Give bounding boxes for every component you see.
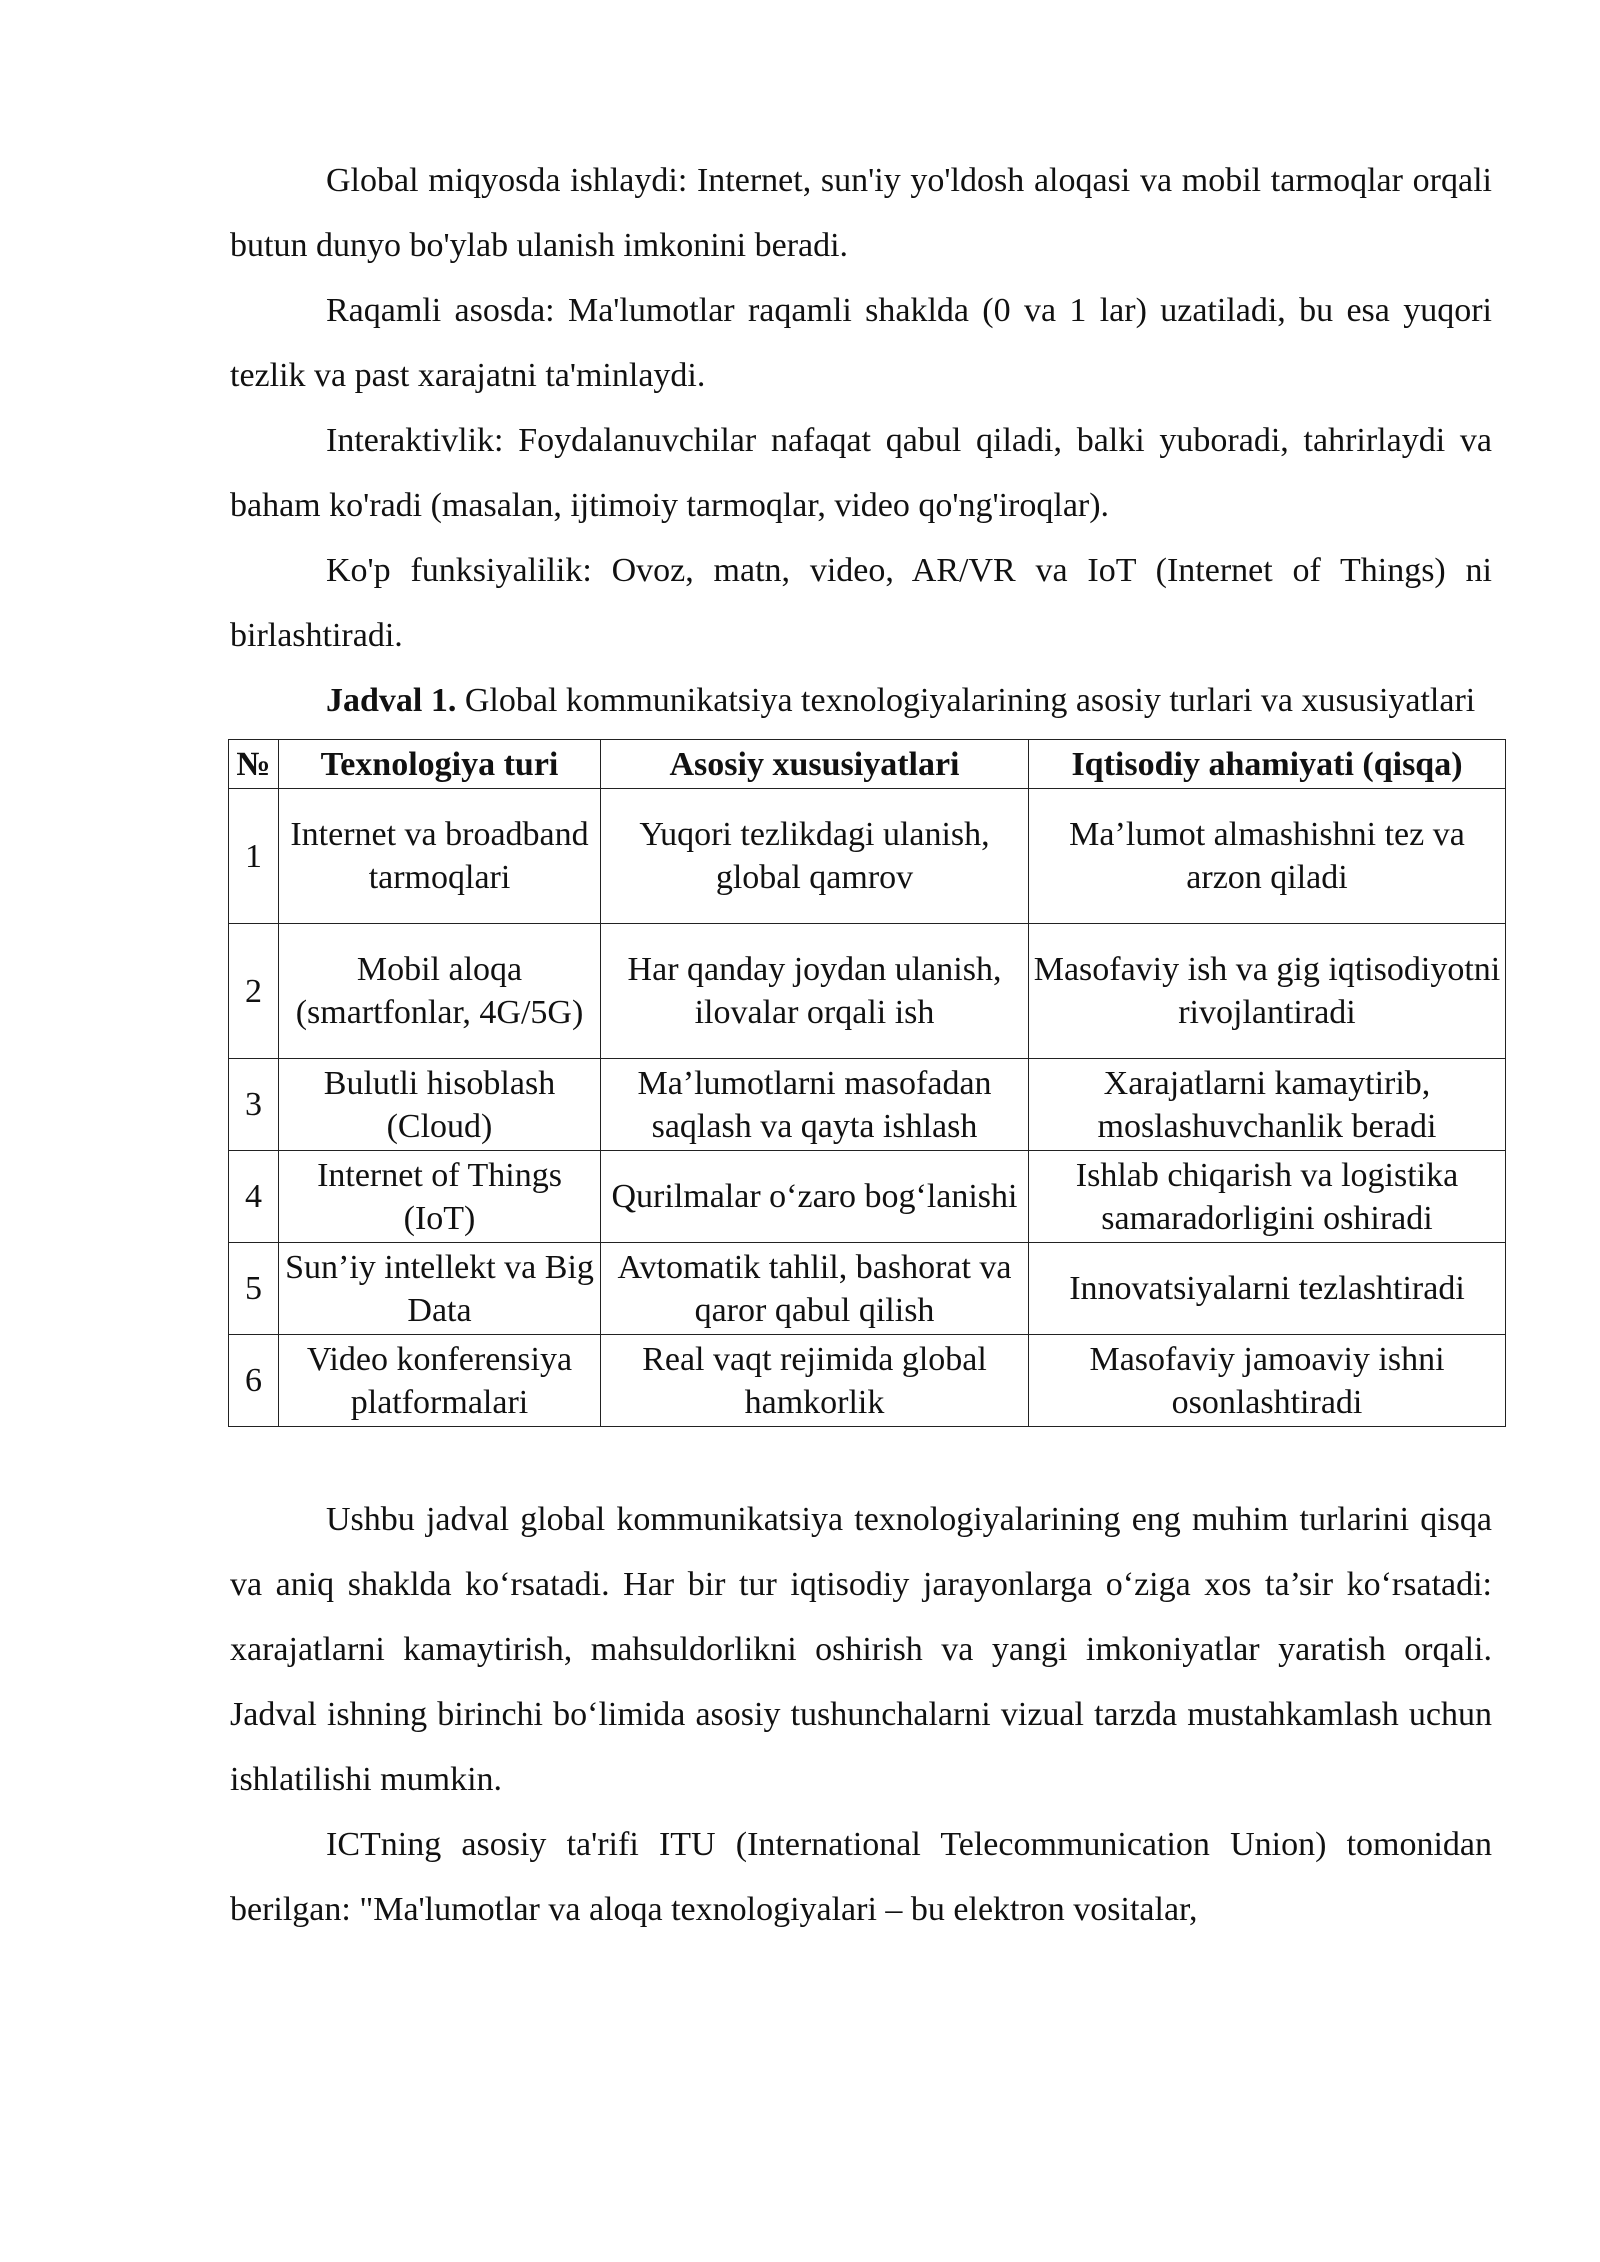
cell-number: 3	[229, 1059, 279, 1151]
table-caption-text: Global kommunikatsiya texnologiyalarining asosiy turlari va xususiyatlari	[456, 682, 1476, 719]
table-row	[229, 1243, 1506, 1335]
cell-economic-importance: Masofaviy ish va gig iqtisodiyotni rivojlantiradi	[1029, 924, 1506, 1059]
header-economic-importance: Iqtisodiy ahamiyati (qisqa)	[1029, 740, 1506, 789]
cell-main-features: Ma’lumotlarni masofadan saqlash va qayta ishlash	[601, 1059, 1029, 1151]
table-row	[229, 1151, 1506, 1243]
cell-economic-importance: Xarajatlarni kamaytirib, moslashuvchanlik beradi	[1029, 1059, 1506, 1151]
paragraph-ict-definition: ICTning asosiy ta'rifi ITU (International Telecommunication Union) tomonidan berilgan: "Ma'lumotlar va aloqa texnologiyalari – bu elektron vositalar,	[230, 1826, 1492, 1928]
cell-technology-type: Internet of Things (IoT)	[279, 1151, 601, 1243]
cell-technology-type: Sun’iy intellekt va Big Data	[279, 1243, 601, 1335]
cell-economic-importance: Masofaviy jamoaviy ishni osonlashtiradi	[1029, 1335, 1506, 1427]
cell-technology-type: Bulutli hisoblash (Cloud)	[279, 1059, 601, 1151]
paragraph-raqamli: Raqamli asosda: Ma'lumotlar raqamli shaklda (0 va 1 lar) uzatiladi, bu esa yuqori tezlik va past xarajatni ta'minlaydi.	[230, 292, 1492, 394]
cell-number: 6	[229, 1335, 279, 1427]
technology-table	[228, 739, 1506, 1427]
document-page	[230, 148, 1501, 1942]
cell-economic-importance: Innovatsiyalarni tezlashtiradi	[1029, 1243, 1506, 1335]
cell-number: 1	[229, 789, 279, 924]
paragraph-global: Global miqyosda ishlaydi: Internet, sun'iy yo'ldosh aloqasi va mobil tarmoqlar orqali butun dunyo bo'ylab ulanish imkonini beradi.	[230, 162, 1492, 264]
cell-main-features: Avtomatik tahlil, bashorat va qaror qabul qilish	[601, 1243, 1029, 1335]
cell-number: 2	[229, 924, 279, 1059]
table-header-row	[229, 740, 1506, 789]
paragraph-funksiyalilik: Ko'p funksiyalilik: Ovoz, matn, video, AR/VR va IoT (Internet of Things) ni birlashtiradi.	[230, 552, 1492, 654]
table-row	[229, 1059, 1506, 1151]
header-technology-type: Texnologiya turi	[279, 740, 601, 789]
cell-number: 4	[229, 1151, 279, 1243]
paragraph-interaktivlik: Interaktivlik: Foydalanuvchilar nafaqat qabul qiladi, balki yuboradi, tahrirlaydi va baham ko'radi (masalan, ijtimoiy tarmoqlar, video qo'ng'iroqlar).	[230, 422, 1492, 524]
cell-main-features: Qurilmalar o‘zaro bog‘lanishi	[601, 1151, 1029, 1243]
table-caption	[230, 668, 1492, 733]
table-row	[229, 789, 1506, 924]
table-row	[229, 1335, 1506, 1427]
header-main-features: Asosiy xususiyatlari	[601, 740, 1029, 789]
cell-number: 5	[229, 1243, 279, 1335]
paragraph-jadval-summary: Ushbu jadval global kommunikatsiya texnologiyalarining eng muhim turlarini qisqa va aniq shaklda ko‘rsatadi. Har bir tur iqtisodiy jarayonlarga o‘ziga xos ta’sir ko‘rsatadi: xarajatlarni kamaytirish, mahsuldorlikni oshirish va yangi imkoniyatlar yaratish orqali. Jadval ishning birinchi bo‘limida asosiy tushunchalarni vizual tarzda mustahkamlash uchun ishlatilishi mumkin.	[230, 1501, 1492, 1798]
cell-main-features: Real vaqt rejimida global hamkorlik	[601, 1335, 1029, 1427]
table-caption-label: Jadval 1.	[326, 682, 457, 719]
cell-main-features: Har qanday joydan ulanish, ilovalar orqali ish	[601, 924, 1029, 1059]
header-number: №	[229, 740, 279, 789]
cell-economic-importance: Ma’lumot almashishni tez va arzon qiladi	[1029, 789, 1506, 924]
cell-technology-type: Mobil aloqa (smartfonlar, 4G/5G)	[279, 924, 601, 1059]
cell-main-features: Yuqori tezlikdagi ulanish, global qamrov	[601, 789, 1029, 924]
table-row	[229, 924, 1506, 1059]
cell-technology-type: Internet va broadband tarmoqlari	[279, 789, 601, 924]
text-after-table	[230, 1487, 1492, 1942]
cell-technology-type: Video konferensiya platformalari	[279, 1335, 601, 1427]
cell-economic-importance: Ishlab chiqarish va logistika samaradorligini oshiradi	[1029, 1151, 1506, 1243]
